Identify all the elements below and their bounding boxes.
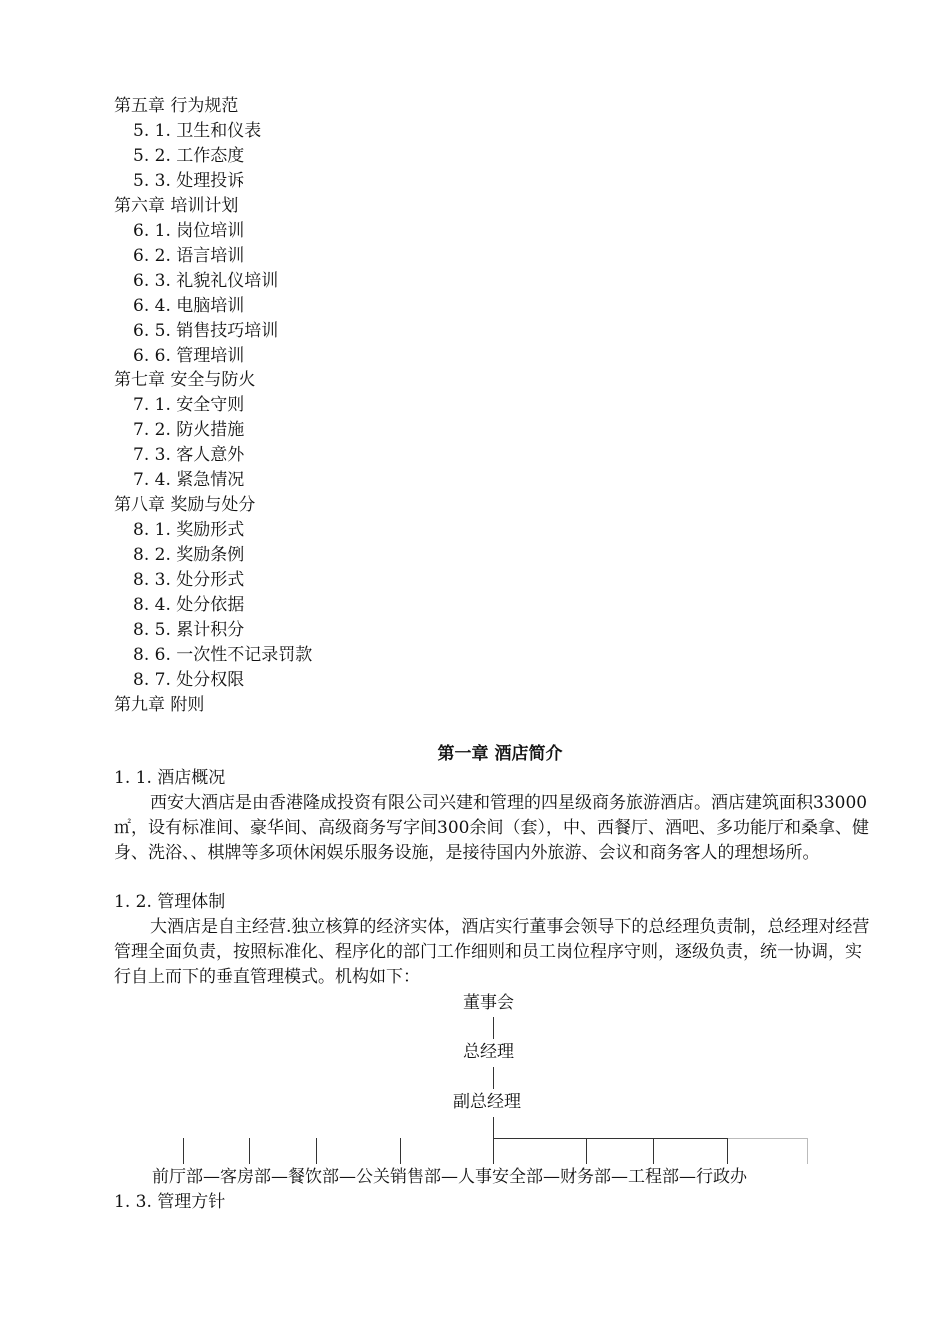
toc-chapter: 第九章 附则 <box>114 694 205 715</box>
org-connector <box>493 1117 494 1164</box>
toc-chapter: 第七章 安全与防火 <box>114 370 256 391</box>
org-departments-row: 前厅部—客房部—餐饮部—公关销售部—人事安全部—财务部—工程部—行政办 <box>152 1167 747 1187</box>
org-connector <box>493 1067 494 1089</box>
toc-section: 8. 5. 累计积分 <box>133 619 245 640</box>
toc-section: 6. 1. 岗位培训 <box>133 220 245 241</box>
toc-section: 8. 2. 奖励条例 <box>133 545 245 566</box>
toc-section: 6. 4. 电脑培训 <box>133 295 245 316</box>
toc-section: 7. 1. 安全守则 <box>133 395 245 416</box>
toc-section: 5. 2. 工作态度 <box>133 145 245 166</box>
org-tick <box>316 1138 317 1164</box>
toc-section: 7. 3. 客人意外 <box>133 445 245 466</box>
org-node-general-manager: 总经理 <box>463 1042 514 1062</box>
toc-section: 5. 3. 处理投诉 <box>133 170 245 191</box>
toc-section: 8. 7. 处分权限 <box>133 669 245 690</box>
org-tick <box>727 1138 728 1164</box>
toc-chapter: 第六章 培训计划 <box>114 195 239 216</box>
toc-section: 6. 2. 语言培训 <box>133 245 245 266</box>
toc-section: 8. 6. 一次性不记录罚款 <box>133 644 313 665</box>
toc-section: 6. 3. 礼貌礼仪培训 <box>133 270 279 291</box>
toc-chapter: 第八章 奖励与处分 <box>114 495 256 516</box>
toc-section: 5. 1. 卫生和仪表 <box>133 120 262 141</box>
org-node-board: 董事会 <box>463 993 514 1013</box>
org-branch-line <box>493 1138 727 1139</box>
toc-section: 7. 2. 防火措施 <box>133 420 245 441</box>
org-tick <box>653 1138 654 1164</box>
section-heading-1-1: 1. 1. 酒店概况 <box>114 768 226 788</box>
toc-chapter: 第五章 行为规范 <box>114 96 239 116</box>
org-branch-line <box>727 1138 807 1139</box>
toc-section: 6. 5. 销售技巧培训 <box>133 320 279 341</box>
toc-section: 8. 1. 奖励形式 <box>133 520 245 541</box>
org-tick <box>400 1138 401 1164</box>
chapter-title: 第一章 酒店简介 <box>437 744 563 764</box>
org-connector <box>493 1017 494 1039</box>
section-1-2-paragraph: 大酒店是自主经营.独立核算的经济实体，酒店实行董事会领导下的总经理负责制，总经理对经营管理全面负责，按照标准化、程序化的部门工作细则和员工岗位程序守则，逐级负责，统一协调，实行自上而下的垂直管理模式。机构如下： <box>114 917 870 987</box>
section-heading-1-3: 1. 3. 管理方针 <box>114 1192 226 1212</box>
org-tick <box>183 1138 184 1164</box>
org-tick <box>586 1138 587 1164</box>
org-tick <box>249 1138 250 1164</box>
toc-section: 6. 6. 管理培训 <box>133 345 245 366</box>
org-tick <box>807 1138 808 1164</box>
section-1-1-paragraph: 西安大酒店是由香港隆成投资有限公司兴建和管理的四星级商务旅游酒店。酒店建筑面积33000㎡，设有标准间、豪华间、高级商务写字间300余间（套），中、西餐厅、酒吧、多功能厅和桑拿、健身、洗浴、、棋牌等多项休闲娱乐服务设施，是接待国内外旅游、会议和商务客人的理想场所。 <box>114 793 869 863</box>
toc-section: 7. 4. 紧急情况 <box>133 470 245 491</box>
org-node-deputy-gm: 副总经理 <box>453 1092 521 1112</box>
toc-section: 8. 3. 处分形式 <box>133 570 245 591</box>
section-heading-1-2: 1. 2. 管理体制 <box>114 892 226 912</box>
toc-section: 8. 4. 处分依据 <box>133 595 245 615</box>
